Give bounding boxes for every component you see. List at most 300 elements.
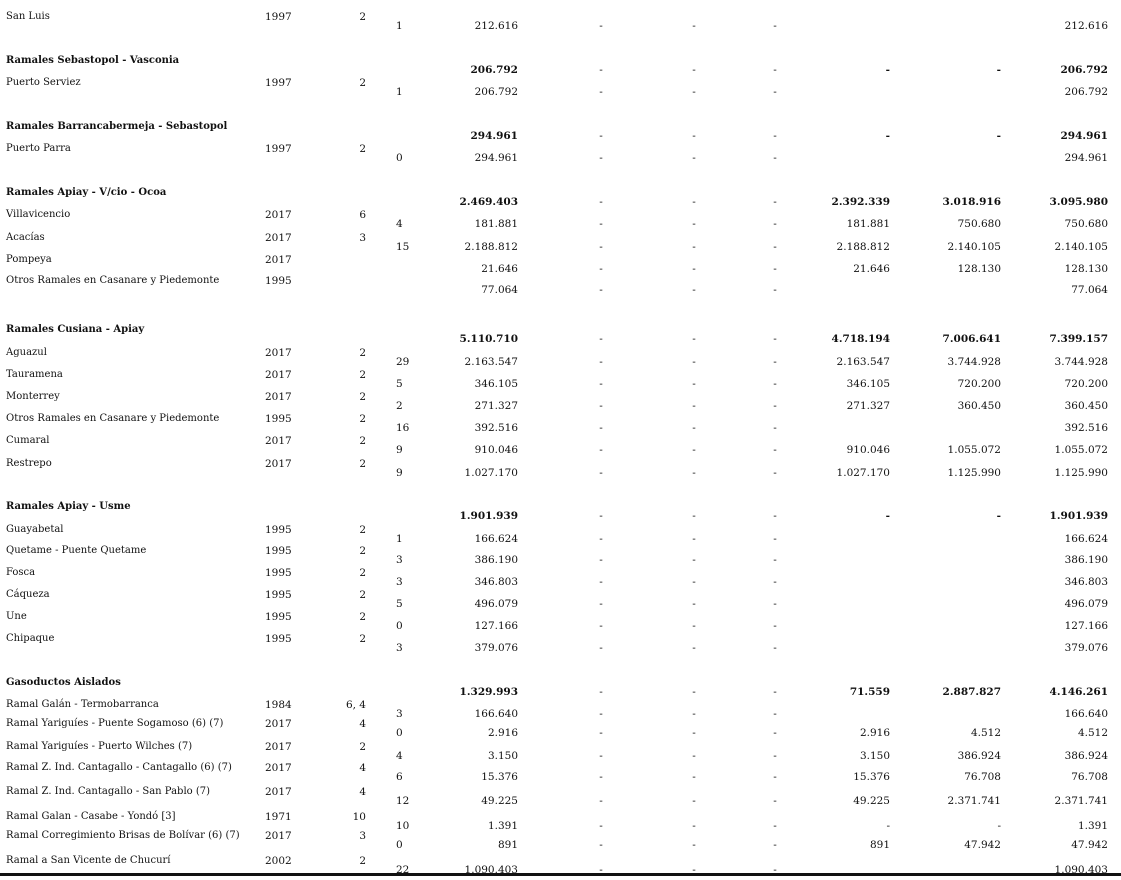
- row-total: 1.901.939: [1049, 510, 1108, 522]
- table-row: [0, 255, 1121, 277]
- row-value-1: 379.076: [474, 642, 518, 654]
- section-header-row: [0, 325, 1121, 347]
- row-diameter: 4: [359, 718, 366, 730]
- row-count: 1: [396, 20, 403, 32]
- row-total: 360.450: [1064, 400, 1108, 412]
- row-value-1: 271.327: [474, 400, 518, 412]
- row-value-6: 2.188.812: [836, 241, 890, 253]
- row-dash-2: -: [692, 686, 696, 698]
- row-diameter: 2: [359, 391, 366, 403]
- row-diameter: 2: [359, 633, 366, 645]
- section-header-row: [0, 122, 1121, 144]
- row-dash-3: -: [773, 795, 777, 807]
- row-name: Otros Ramales en Casanare y Piedemonte: [6, 275, 220, 286]
- row-total: 346.803: [1064, 576, 1108, 588]
- row-dash-3: -: [773, 241, 777, 253]
- row-name: Cumaral: [6, 435, 50, 446]
- section-header-row: [0, 678, 1121, 700]
- table-row: [0, 370, 1121, 392]
- row-year: 1995: [265, 275, 292, 287]
- row-name: Aguazul: [6, 347, 47, 358]
- row-value-1: 1.090.403: [464, 864, 518, 876]
- row-year: 2017: [265, 435, 292, 447]
- row-name: Ramal a San Vicente de Chucurí: [6, 855, 171, 866]
- row-value-7: 2.371.741: [947, 795, 1001, 807]
- row-name: Puerto Serviez: [6, 77, 81, 88]
- row-dash-3: -: [773, 130, 777, 142]
- row-value-1: 206.792: [474, 86, 518, 98]
- row-dash-2: -: [692, 218, 696, 230]
- row-value-1: 3.150: [487, 750, 518, 762]
- row-name: Ramales Barrancabermeja - Sebastopol: [6, 121, 228, 132]
- row-name: Ramales Cusiana - Apiay: [6, 324, 145, 335]
- row-value-1: 346.803: [474, 576, 518, 588]
- row-name: Ramal Z. Ind. Cantagallo - Cantagallo (6) (7): [6, 762, 232, 773]
- row-total: 128.130: [1064, 263, 1108, 275]
- row-dash-3: -: [773, 820, 777, 832]
- row-name: Ramal Yariguíes - Puerto Wilches (7): [6, 741, 193, 752]
- row-total: 3.744.928: [1054, 356, 1108, 368]
- row-dash-1: -: [599, 510, 603, 522]
- row-diameter: 4: [359, 762, 366, 774]
- row-value-6: 271.327: [846, 400, 890, 412]
- row-value-1: 166.624: [474, 533, 518, 545]
- table-row: [0, 763, 1121, 785]
- row-value-1: 15.376: [481, 771, 518, 783]
- row-count: 22: [396, 864, 410, 876]
- table-row: [0, 546, 1121, 568]
- row-dash-3: -: [773, 642, 777, 654]
- row-dash-1: -: [599, 727, 603, 739]
- row-dash-1: -: [599, 263, 603, 275]
- table-row: [0, 590, 1121, 612]
- table-row: [0, 78, 1121, 100]
- row-value-1: 206.792: [470, 64, 518, 76]
- row-count: 9: [396, 467, 403, 479]
- row-diameter: 2: [359, 413, 366, 425]
- row-dash-2: -: [692, 727, 696, 739]
- row-total: 166.640: [1064, 708, 1108, 720]
- row-total: 1.125.990: [1054, 467, 1108, 479]
- row-dash-3: -: [773, 64, 777, 76]
- row-value-1: 1.901.939: [459, 510, 518, 522]
- row-total: 1.090.403: [1054, 864, 1108, 876]
- row-value-6: 1.027.170: [836, 467, 890, 479]
- row-count: 3: [396, 576, 403, 588]
- row-count: 0: [396, 152, 403, 164]
- row-total: 212.616: [1064, 20, 1108, 32]
- row-dash-3: -: [773, 510, 777, 522]
- row-dash-2: -: [692, 750, 696, 762]
- row-value-7: 720.200: [957, 378, 1001, 390]
- row-diameter: 2: [359, 741, 366, 753]
- row-dash-1: -: [599, 642, 603, 654]
- row-dash-1: -: [599, 771, 603, 783]
- row-total: 294.961: [1064, 152, 1108, 164]
- row-total: 750.680: [1064, 218, 1108, 230]
- row-dash-1: -: [599, 241, 603, 253]
- row-value-1: 1.329.993: [459, 686, 518, 698]
- row-year: 1984: [265, 699, 292, 711]
- row-name: Ramales Apiay - V/cio - Ocoa: [6, 187, 167, 198]
- row-count: 15: [396, 241, 410, 253]
- row-value-1: 1.391: [487, 820, 518, 832]
- row-name: Une: [6, 611, 27, 622]
- row-dash-1: -: [599, 820, 603, 832]
- row-name: Fosca: [6, 567, 36, 578]
- row-value-1: 166.640: [474, 708, 518, 720]
- table-row: [0, 233, 1121, 255]
- row-value-1: 5.110.710: [459, 333, 518, 345]
- row-diameter: 2: [359, 369, 366, 381]
- row-total: 206.792: [1064, 86, 1108, 98]
- table-row: [0, 634, 1121, 656]
- table-row: [0, 144, 1121, 166]
- row-count: 0: [396, 620, 403, 632]
- row-dash-1: -: [599, 64, 603, 76]
- table-row: [0, 568, 1121, 590]
- row-dash-3: -: [773, 771, 777, 783]
- row-value-1: 346.105: [474, 378, 518, 390]
- row-name: Villavicencio: [6, 209, 71, 220]
- row-dash-3: -: [773, 422, 777, 434]
- row-count: 9: [396, 444, 403, 456]
- row-diameter: 2: [359, 567, 366, 579]
- table-row: [0, 525, 1121, 547]
- row-year: 2002: [265, 855, 292, 867]
- table-row: [0, 392, 1121, 414]
- row-dash-2: -: [692, 378, 696, 390]
- row-value-6: -: [885, 510, 890, 522]
- row-year: 2017: [265, 762, 292, 774]
- row-name: Cáqueza: [6, 589, 50, 600]
- row-dash-2: -: [692, 864, 696, 876]
- row-dash-3: -: [773, 750, 777, 762]
- row-diameter: 2: [359, 524, 366, 536]
- row-value-1: 910.046: [474, 444, 518, 456]
- row-total: 76.708: [1071, 771, 1108, 783]
- row-dash-2: -: [692, 130, 696, 142]
- table-row: [0, 348, 1121, 370]
- row-year: 2017: [265, 347, 292, 359]
- row-total: 166.624: [1064, 533, 1108, 545]
- row-name: Gasoductos Aislados: [6, 677, 121, 688]
- row-value-1: 77.064: [481, 284, 518, 296]
- row-dash-3: -: [773, 620, 777, 632]
- row-dash-1: -: [599, 598, 603, 610]
- row-value-7: 3.018.916: [942, 196, 1001, 208]
- row-dash-2: -: [692, 820, 696, 832]
- row-dash-1: -: [599, 864, 603, 876]
- row-name: Restrepo: [6, 458, 52, 469]
- section-header-row: [0, 502, 1121, 524]
- row-count: 5: [396, 598, 403, 610]
- row-year: 1995: [265, 611, 292, 623]
- row-dash-3: -: [773, 727, 777, 739]
- row-dash-3: -: [773, 444, 777, 456]
- row-value-1: 386.190: [474, 554, 518, 566]
- row-dash-3: -: [773, 467, 777, 479]
- row-total: 2.140.105: [1054, 241, 1108, 253]
- row-dash-1: -: [599, 750, 603, 762]
- row-dash-2: -: [692, 422, 696, 434]
- row-dash-1: -: [599, 576, 603, 588]
- row-count: 0: [396, 839, 403, 851]
- row-value-1: 21.646: [481, 263, 518, 275]
- row-dash-1: -: [599, 86, 603, 98]
- row-dash-1: -: [599, 795, 603, 807]
- row-count: 29: [396, 356, 410, 368]
- row-value-6: 2.163.547: [836, 356, 890, 368]
- row-dash-1: -: [599, 422, 603, 434]
- row-value-7: -: [996, 130, 1001, 142]
- row-year: 1997: [265, 143, 292, 155]
- row-diameter: 6: [359, 209, 366, 221]
- row-dash-1: -: [599, 839, 603, 851]
- row-value-7: 2.140.105: [947, 241, 1001, 253]
- table-row: [0, 719, 1121, 741]
- row-total: 392.516: [1064, 422, 1108, 434]
- row-name: San Luis: [6, 11, 50, 22]
- row-dash-3: -: [773, 708, 777, 720]
- row-name: Ramal Galán - Termobarranca: [6, 699, 159, 710]
- row-value-7: 76.708: [964, 771, 1001, 783]
- row-dash-3: -: [773, 400, 777, 412]
- row-name: Pompeya: [6, 254, 52, 265]
- row-value-6: 181.881: [846, 218, 890, 230]
- row-diameter: 2: [359, 855, 366, 867]
- row-count: 12: [396, 795, 410, 807]
- row-year: 2017: [265, 741, 292, 753]
- row-value-1: 127.166: [474, 620, 518, 632]
- row-name: Chipaque: [6, 633, 55, 644]
- table-row: [0, 12, 1121, 34]
- row-total: 7.399.157: [1049, 333, 1108, 345]
- row-value-7: 2.887.827: [942, 686, 1001, 698]
- row-value-6: 2.916: [859, 727, 890, 739]
- row-count: 3: [396, 708, 403, 720]
- row-dash-3: -: [773, 218, 777, 230]
- row-dash-2: -: [692, 795, 696, 807]
- row-name: Monterrey: [6, 391, 60, 402]
- row-dash-3: -: [773, 152, 777, 164]
- table-row: [0, 436, 1121, 458]
- row-name: Quetame - Puente Quetame: [6, 545, 147, 556]
- row-dash-1: -: [599, 196, 603, 208]
- row-value-7: 750.680: [957, 218, 1001, 230]
- row-dash-2: -: [692, 510, 696, 522]
- row-value-7: -: [996, 510, 1001, 522]
- row-dash-2: -: [692, 708, 696, 720]
- row-diameter: 6, 4: [345, 699, 366, 711]
- section-header-row: [0, 188, 1121, 210]
- row-value-1: 49.225: [481, 795, 518, 807]
- row-year: 2017: [265, 786, 292, 798]
- row-total: 127.166: [1064, 620, 1108, 632]
- row-count: 4: [396, 750, 403, 762]
- row-diameter: 2: [359, 458, 366, 470]
- row-dash-2: -: [692, 771, 696, 783]
- row-dash-1: -: [599, 378, 603, 390]
- row-dash-1: -: [599, 620, 603, 632]
- row-dash-1: -: [599, 708, 603, 720]
- row-dash-2: -: [692, 598, 696, 610]
- row-value-7: 360.450: [957, 400, 1001, 412]
- row-dash-2: -: [692, 64, 696, 76]
- row-name: Ramales Sebastopol - Vasconia: [6, 55, 180, 66]
- row-year: 1971: [265, 811, 292, 823]
- row-value-1: 891: [497, 839, 518, 851]
- row-dash-2: -: [692, 642, 696, 654]
- row-value-1: 212.616: [474, 20, 518, 32]
- row-total: 720.200: [1064, 378, 1108, 390]
- row-diameter: 2: [359, 589, 366, 601]
- row-value-6: 49.225: [853, 795, 890, 807]
- row-diameter: 2: [359, 545, 366, 557]
- row-name: Otros Ramales en Casanare y Piedemonte: [6, 413, 220, 424]
- row-dash-2: -: [692, 196, 696, 208]
- row-dash-2: -: [692, 333, 696, 345]
- row-count: 4: [396, 218, 403, 230]
- row-year: 2017: [265, 391, 292, 403]
- row-value-7: 386.924: [957, 750, 1001, 762]
- row-diameter: 2: [359, 435, 366, 447]
- row-year: 1997: [265, 11, 292, 23]
- row-value-7: -: [997, 820, 1001, 832]
- row-year: 1995: [265, 413, 292, 425]
- row-diameter: 2: [359, 77, 366, 89]
- row-name: Tauramena: [6, 369, 63, 380]
- row-dash-1: -: [599, 467, 603, 479]
- table-row: [0, 787, 1121, 809]
- row-dash-3: -: [773, 378, 777, 390]
- row-value-1: 2.916: [487, 727, 518, 739]
- row-year: 1995: [265, 524, 292, 536]
- row-count: 0: [396, 727, 403, 739]
- row-total: 47.942: [1071, 839, 1108, 851]
- row-value-1: 2.163.547: [464, 356, 518, 368]
- row-dash-2: -: [692, 400, 696, 412]
- row-value-6: 71.559: [849, 686, 890, 698]
- row-dash-2: -: [692, 86, 696, 98]
- row-name: Acacías: [6, 232, 45, 243]
- row-dash-2: -: [692, 241, 696, 253]
- row-dash-1: -: [599, 686, 603, 698]
- row-count: 5: [396, 378, 403, 390]
- row-year: 1995: [265, 589, 292, 601]
- row-total: 386.924: [1064, 750, 1108, 762]
- row-dash-2: -: [692, 839, 696, 851]
- row-count: 6: [396, 771, 403, 783]
- row-value-1: 181.881: [474, 218, 518, 230]
- table-row: [0, 210, 1121, 232]
- row-dash-1: -: [599, 554, 603, 566]
- row-total: 3.095.980: [1049, 196, 1108, 208]
- row-dash-1: -: [599, 533, 603, 545]
- row-value-1: 294.961: [474, 152, 518, 164]
- row-year: 2017: [265, 209, 292, 221]
- row-dash-2: -: [692, 284, 696, 296]
- row-dash-2: -: [692, 576, 696, 588]
- row-value-6: 346.105: [846, 378, 890, 390]
- row-diameter: 3: [359, 830, 366, 842]
- row-dash-2: -: [692, 356, 696, 368]
- row-dash-1: -: [599, 284, 603, 296]
- table-row: [0, 742, 1121, 764]
- row-total: 4.512: [1077, 727, 1108, 739]
- row-dash-3: -: [773, 533, 777, 545]
- row-value-6: -: [886, 820, 890, 832]
- row-dash-2: -: [692, 554, 696, 566]
- row-diameter: 3: [359, 232, 366, 244]
- row-value-7: 3.744.928: [947, 356, 1001, 368]
- row-year: 1995: [265, 545, 292, 557]
- row-count: 1: [396, 533, 403, 545]
- row-value-6: 21.646: [853, 263, 890, 275]
- row-dash-2: -: [692, 620, 696, 632]
- row-dash-2: -: [692, 263, 696, 275]
- row-total: 206.792: [1060, 64, 1108, 76]
- row-value-6: 910.046: [846, 444, 890, 456]
- row-value-7: 1.055.072: [947, 444, 1001, 456]
- row-total: 2.371.741: [1054, 795, 1108, 807]
- table-row: [0, 414, 1121, 436]
- row-dash-3: -: [773, 263, 777, 275]
- row-name: Ramales Apiay - Usme: [6, 501, 131, 512]
- row-diameter: 2: [359, 11, 366, 23]
- row-dash-1: -: [599, 333, 603, 345]
- row-dash-2: -: [692, 152, 696, 164]
- row-value-6: 15.376: [853, 771, 890, 783]
- row-diameter: 10: [352, 811, 366, 823]
- row-dash-3: -: [773, 839, 777, 851]
- row-year: 2017: [265, 458, 292, 470]
- row-value-1: 496.079: [474, 598, 518, 610]
- row-dash-2: -: [692, 533, 696, 545]
- row-dash-3: -: [773, 20, 777, 32]
- row-dash-3: -: [773, 554, 777, 566]
- row-year: 2017: [265, 369, 292, 381]
- row-year: 2017: [265, 232, 292, 244]
- row-value-6: -: [885, 64, 890, 76]
- row-value-7: 4.512: [970, 727, 1001, 739]
- row-value-7: 7.006.641: [942, 333, 1001, 345]
- row-value-6: 3.150: [859, 750, 890, 762]
- row-dash-1: -: [599, 130, 603, 142]
- row-total: 294.961: [1060, 130, 1108, 142]
- row-name: Ramal Yariguíes - Puente Sogamoso (6) (7): [6, 718, 224, 729]
- row-dash-3: -: [773, 598, 777, 610]
- row-name: Ramal Z. Ind. Cantagallo - San Pablo (7): [6, 786, 211, 797]
- row-year: 1995: [265, 633, 292, 645]
- row-year: 1997: [265, 77, 292, 89]
- row-value-1: 294.961: [470, 130, 518, 142]
- row-value-1: 2.188.812: [464, 241, 518, 253]
- row-dash-3: -: [773, 284, 777, 296]
- row-total: 379.076: [1064, 642, 1108, 654]
- row-total: 1.055.072: [1054, 444, 1108, 456]
- row-name: Ramal Corregimiento Brisas de Bolívar (6) (7): [6, 830, 240, 841]
- row-total: 77.064: [1071, 284, 1108, 296]
- table-row: [0, 612, 1121, 634]
- table-row: [0, 276, 1121, 298]
- table-row: [0, 856, 1121, 878]
- row-diameter: 2: [359, 347, 366, 359]
- row-year: 2017: [265, 718, 292, 730]
- row-total: 1.391: [1077, 820, 1108, 832]
- row-dash-1: -: [599, 152, 603, 164]
- row-year: 2017: [265, 254, 292, 266]
